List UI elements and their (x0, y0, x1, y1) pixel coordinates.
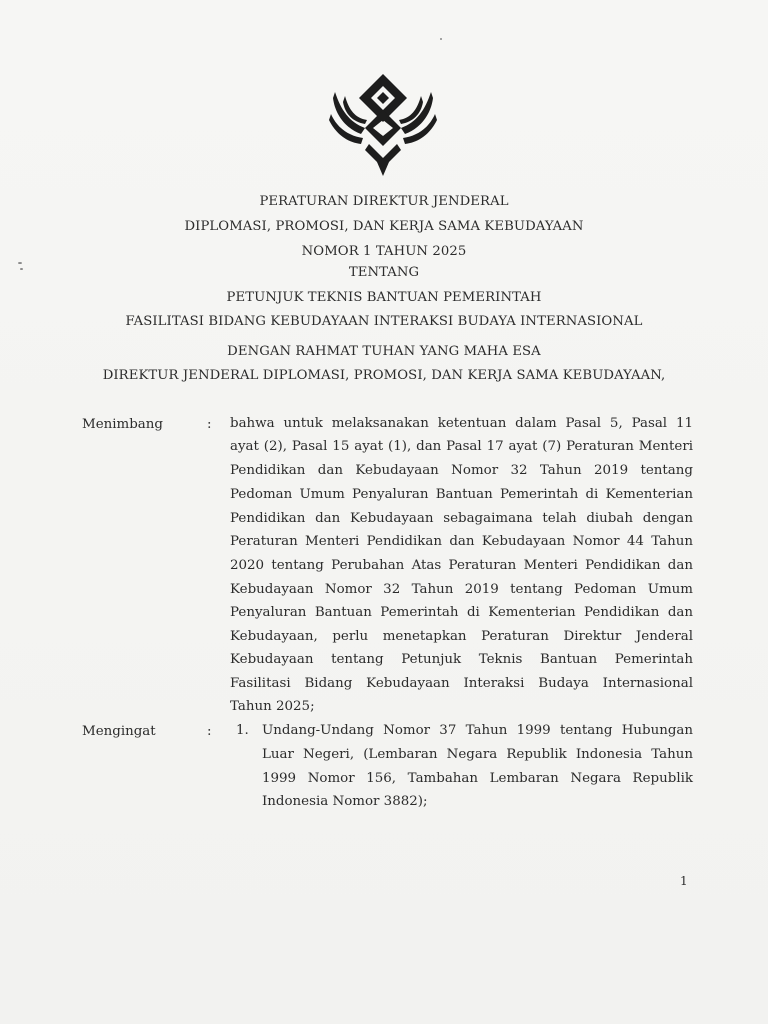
scan-speck (440, 38, 442, 40)
menimbang-line: Tahun 2025; (230, 699, 315, 714)
menimbang-line: Pendidikan dan Kebudayaan sebagaimana telah diubah dengan (230, 511, 693, 526)
scan-speck (18, 262, 22, 264)
menimbang-line: Pedoman Umum Penyaluran Bantuan Pemerintah di Kementerian (230, 487, 693, 502)
scan-speck (20, 268, 23, 270)
menimbang-line: Peraturan Menteri Pendidikan dan Kebudayaan Nomor 44 Tahun (230, 534, 693, 549)
heading-directorate: DIPLOMASI, PROMOSI, DAN KERJA SAMA KEBUDAYAAN (184, 219, 584, 234)
menimbang-line: 2020 tentang Perubahan Atas Peraturan Menteri Pendidikan dan (230, 558, 693, 573)
page-number: 1 (680, 874, 688, 888)
menimbang-line: Penyaluran Bantuan Pemerintah di Kementerian Pendidikan dan (230, 605, 693, 620)
heading-title: PERATURAN DIREKTUR JENDERAL (259, 194, 509, 209)
menimbang-line: Kebudayaan Nomor 32 Tahun 2019 tentang Pedoman Umum (230, 582, 693, 597)
menimbang-line: Pendidikan dan Kebudayaan Nomor 32 Tahun 2019 tentang (230, 463, 693, 478)
heading-subject-1: PETUNJUK TEKNIS BANTUAN PEMERINTAH (226, 290, 542, 305)
emblem-logo-icon (327, 70, 439, 178)
mengingat-item-line: Undang-Undang Nomor 37 Tahun 1999 tentang Hubungan (262, 723, 693, 738)
mengingat-item-number: 1. (236, 723, 249, 738)
menimbang-line: bahwa untuk melaksanakan ketentuan dalam Pasal 5, Pasal 11 (230, 416, 693, 431)
mengingat-colon: : (207, 724, 212, 739)
mengingat-label: Mengingat (82, 724, 156, 739)
menimbang-line: Kebudayaan, perlu menetapkan Peraturan Direktur Jenderal (230, 629, 693, 644)
mengingat-item-line: 1999 Nomor 156, Tambahan Lembaran Negara Republik (262, 771, 693, 786)
menimbang-line: ayat (2), Pasal 15 ayat (1), dan Pasal 17 ayat (7) Peraturan Menteri (230, 439, 693, 454)
mengingat-item-line: Indonesia Nomor 3882); (262, 794, 428, 809)
menimbang-line: Kebudayaan tentang Petunjuk Teknis Bantuan Pemerintah (230, 652, 693, 667)
menimbang-line: Fasilitasi Bidang Kebudayaan Interaksi Budaya Internasional (230, 676, 693, 691)
heading-invocation: DENGAN RAHMAT TUHAN YANG MAHA ESA (227, 344, 541, 359)
heading-tentang: TENTANG (348, 265, 420, 280)
menimbang-label: Menimbang (82, 417, 163, 432)
menimbang-colon: : (207, 417, 212, 432)
heading-number: NOMOR 1 TAHUN 2025 (301, 244, 467, 259)
mengingat-item-line: Luar Negeri, (Lembaran Negara Republik Indonesia Tahun (262, 747, 693, 762)
heading-subject-2: FASILITASI BIDANG KEBUDAYAAN INTERAKSI BUDAYA INTERNASIONAL (125, 314, 643, 329)
heading-issuer: DIREKTUR JENDERAL DIPLOMASI, PROMOSI, DAN KERJA SAMA KEBUDAYAAN, (102, 368, 666, 383)
